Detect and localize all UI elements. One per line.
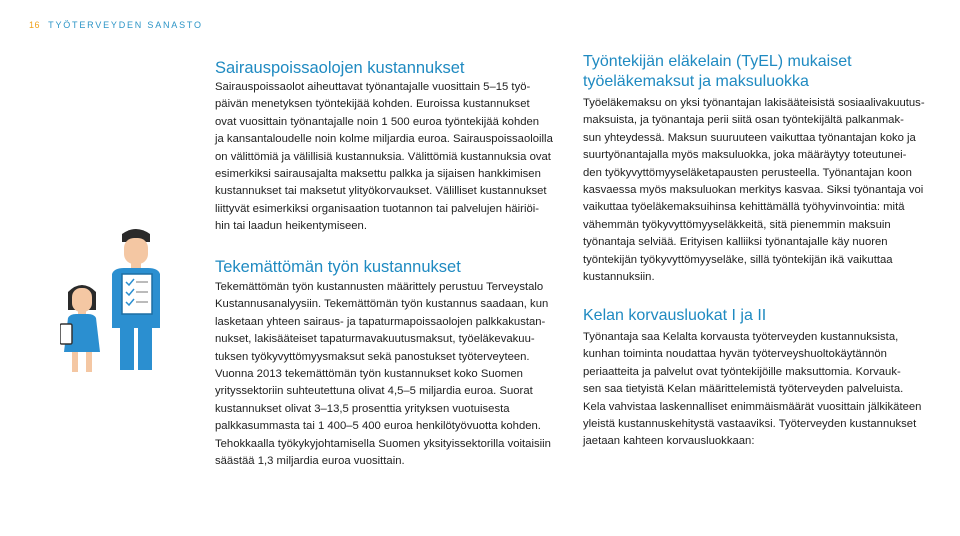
- body-line: lasketaan yhteen sairaus- ja tapaturmapoissaolojen palkkakustan-: [215, 315, 546, 328]
- body-line: ja kansantaloudelle noin kolme miljardia euroa. Sairauspoissaoloilla: [215, 133, 553, 146]
- body-line: on välittömiä ja välillisiä kustannuksia. Välittömiä kustannuksia ovat: [215, 150, 551, 163]
- body-line: esimerkiksi sairausajalta maksettu palkka ja sijaisen hankkimisen: [215, 168, 541, 181]
- body-line: Tekemättömän työn kustannusten määrittely perustuu Terveystalo: [215, 281, 544, 293]
- body-line: päivän menetyksen työntekijää kohden. Euroissa kustannukset: [215, 98, 530, 111]
- body-line: nukset, lakisääteiset tapaturmavakuutusmaksut, työeläkevakuu-: [215, 333, 535, 346]
- running-header: [29, 20, 203, 30]
- body-line: Tehokkaalla työkykyjohtamisella Suomen yksityissektorilla voitaisiin: [215, 437, 551, 450]
- section-title-unworked-costs: Tekemättömän työn kustannukset: [215, 258, 461, 276]
- body-line: kustannukset tai maksetut ylityökorvaukset. Välilliset kustannukset: [215, 185, 547, 198]
- page-number: 16: [29, 20, 41, 30]
- section-body-kela-classes: [583, 329, 935, 451]
- body-line: kustannuksiin.: [583, 271, 655, 284]
- title-line: työeläkemaksut ja maksuluokka: [583, 73, 809, 90]
- body-line: yleistä kustannuskehitystä vastaaviksi. Työterveyden kustannukset: [583, 418, 917, 431]
- body-line: maksuista, ja työnantaja perii siitä osan työntekijältä palkanmak-: [583, 114, 904, 127]
- section-body-pension-insurance: [583, 95, 935, 286]
- section-title-kela-classes: Kelan korvausluokat I ja II: [583, 307, 767, 324]
- body-line: sen saa tietyistä Kelan määrittelemistä työterveyden palveluista.: [583, 383, 904, 396]
- body-line: palkkasummasta tai 1 400–5 400 euroa henkilötyövuotta kohden.: [215, 420, 541, 433]
- body-line: suurtyönantajalla myös maksuluokka, joka määräytyy toteutunei-: [583, 149, 907, 162]
- section-body-unworked-costs: [215, 279, 563, 470]
- body-line: kustannukset olivat 3–13,5 prosenttia yrityksen vuotuisesta: [215, 402, 510, 415]
- body-line: vaikuttaa työeläkemaksuihinsa kehittämällä työhyvinvointia: mitä: [583, 201, 905, 214]
- body-line: Kustannusanalyysiin. Tekemättömän työn kustannus saadaan, kun: [215, 298, 549, 311]
- running-title: TYÖTERVEYDEN SANASTO: [48, 20, 203, 30]
- section-body-sick-leave-costs: [215, 79, 563, 236]
- body-line: työnantaja selviää. Erityisen kalliiksi työnantajalle käy nuoren: [583, 236, 888, 249]
- people-illustration-icon: [60, 228, 180, 378]
- body-line: Sairauspoissaolot aiheuttavat työnantajalle vuosittain 5–15 työ-: [215, 81, 531, 93]
- body-line: ovat vuosittain työnantajalle noin 1 500 euroa työntekijää kohden: [215, 115, 540, 128]
- body-line: Vuonna 2013 tekemättömän työn kustannukset koko Suomen: [215, 368, 523, 381]
- body-line: periaatteita ja palvelut ovat työntekijöille maksuttomia. Korvauk-: [583, 365, 901, 378]
- body-line: kunhan toiminta noudattaa hyvän työterveyshuoltokäytännön: [583, 348, 887, 361]
- body-line: yrityssektoriin suhteutettuna olivat 4,5–5 miljardia euroa. Suorat: [215, 385, 533, 398]
- body-line: hin tai laadun heikentymiseen.: [215, 220, 367, 233]
- section-title-pension-insurance: [583, 52, 933, 92]
- body-line: tuksen työkyvyttömyysmaksut sekä panostukset työterveyteen.: [215, 350, 530, 363]
- body-line: Työeläkemaksu on yksi työnantajan lakisääteisistä sosiaalivakuutus-: [583, 97, 925, 109]
- body-line: vähemmän työkyvyttömyyseläkkeitä, sitä pienemmin maksuin: [583, 218, 891, 231]
- body-line: säästää 1,3 miljardia euroa vuosittain.: [215, 455, 405, 468]
- body-line: sun yhteydessä. Maksun suuruuteen vaikuttaa työnantajan koko ja: [583, 131, 916, 144]
- body-line: kasvaessa myös maksuluokan merkitys kasvaa. Siksi työnantaja voi: [583, 184, 924, 197]
- body-line: liittyvät esimerkiksi organisaation tuotannon tai palvelujen häiriöi-: [215, 202, 540, 215]
- body-line: Työnantaja saa Kelalta korvausta työterveyden kustannuksista,: [583, 331, 899, 343]
- tablet-icon: [60, 324, 72, 344]
- body-line: den työkyvyttömyyseläketapausten perusteella. Työnantajan koon: [583, 166, 912, 179]
- body-line: työntekijän työkyvyttömyyseläke, sillä työntekijän ikä vaikuttaa: [583, 253, 893, 266]
- checklist-icon: [122, 274, 152, 314]
- section-title-sick-leave-costs: Sairauspoissaolojen kustannukset: [215, 59, 465, 77]
- title-line: Työntekijän eläkelain (TyEL) mukaiset: [583, 53, 852, 70]
- body-line: Kela vahvistaa laskennalliset enimmäismäärät vuosittain jälkikäteen: [583, 400, 922, 413]
- body-line: jaetaan kahteen korvausluokkaan:: [583, 435, 755, 448]
